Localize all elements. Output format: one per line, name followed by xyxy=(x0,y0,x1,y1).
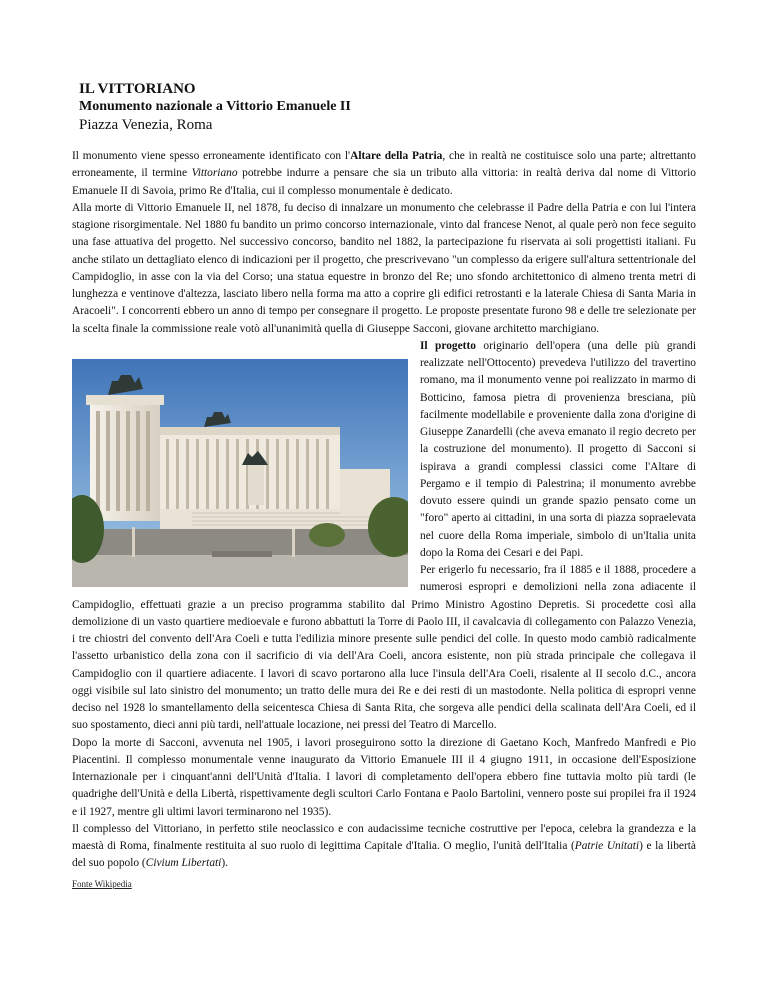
document-location: Piazza Venezia, Roma xyxy=(79,117,213,133)
document-header xyxy=(79,80,689,134)
document-body xyxy=(72,148,696,893)
vittoriano-photo xyxy=(72,359,408,587)
paragraph-expropriations: Per erigerlo fu necessario, fra il 1885 e il 1888, procedere a numerosi espropri e demolizioni nella zona adiacente il Campidoglio, effettuati grazie a un preciso programma stabilito dal Primo Ministro Agostino Depretis. Si procedette così alla demolizione di un vasto quartiere medioevale e furono abbattuti la Torre di Paolo III, il cavalcavia di collegamento con Palazzo Venezia, i tre chiostri del convento dell'Ara Coeli e tutta l'edilizia minore presente sulle pendici del colle. In questo modo cambiò radicalmente l'assetto urbanistico della zona con il sacrificio di via dell'Ara Coeli, ancora esistente, non più strada principale che collegava il Campidoglio con il quartiere adiacente. I lavori di scavo portarono alla luce l'insula dell'Ara Coeli, risalente al II secolo d.C., ancora oggi visibile sul lato sinistro del monumento; un tratto delle mura dei Re e dei resti di un mastodonte. Nella politica di espropri venne deciso nel 1928 lo smantellamento della seicentesca Chiesa di Santa Rita, che sorgeva alle pendici della scalinata dell'Ara Coeli, ed il suo spostamento, dieci anni più tardi, nell'attuale locazione, nei pressi del Teatro di Marcello. xyxy=(72,564,696,732)
paragraph-style: Il complesso del Vittoriano, in perfetto stile neoclassico e con audacissime tecniche costruttive per l'epoca, celebra la grandezza e la maestà di Roma, finalmente restituita al suo ruolo di legittima Capitale d'Italia. O meglio, l'unità dell'Italia (Patrie Unitati) e la libertà del suo popolo (Civium Libertati). xyxy=(72,822,696,870)
document-subtitle: Monumento nazionale a Vittorio Emanuele II xyxy=(79,99,351,114)
patrie-unitati-term: Patrie Unitati xyxy=(574,840,640,852)
paragraph-intro: Il monumento viene spesso erroneamente identificato con l'Altare della Patria, che in realtà ne costituisce solo una parte; altrettanto erroneamente, il termine Vittoriano potrebbe indurre a pensare che sia un tributo alla vittoria: in realtà deriva dal nome di Vittorio Emanuele II di Savoia, primo Re d'Italia, cui il complesso monumentale è dedicato. xyxy=(72,150,696,197)
civium-libertati-term: Civium Libertati xyxy=(145,857,222,870)
paragraph-completion: Dopo la morte di Sacconi, avvenuta nel 1905, i lavori proseguirono sotto la direzione di Gaetano Koch, Manfredo Manfredi e Pio Piacentini. Il complesso monumentale venne inaugurato da Vittorio Emanuele III il 4 giugno 1911, in occasione dell'Esposizione Internazionale per i cinquant'anni dell'Unità d'Italia. I lavori di completamento dell'opera ebbero fine tuttavia molto più tardi (le quadrighe dell'Unità e della Libertà, rispettivamente degli scultori Carlo Fontana e Paolo Bartolini, vennero poste sui propilei fra il 1924 e il 1927, mentre gli ultimi lavori terminarono nel 1935). xyxy=(72,736,696,818)
il-progetto-term: Il progetto xyxy=(420,339,476,352)
paragraph-competition: Alla morte di Vittorio Emanuele II, nel 1878, fu deciso di innalzare un monumento che celebrasse il Padre della Patria e con lui l'intera stagione risorgimentale. Nel 1880 fu bandito un primo concorso internazionale, vinto dal francese Nenot, al quale però non fece seguito una fase attuativa del progetto. Nel successivo concorso, bandito nel 1882, la partecipazione fu riservata ai soli progettisti italiani. Fu anche stilato un dettagliato elenco di indicazioni per il progetto, che prescrivevano "un complesso da erigere sull'altura settentrionale del Campidoglio, in asse con la via del Corso; una statua equestre in bronzo del Re; uno sfondo architettonico di almeno trenta metri di lunghezza e ventinove d'altezza, lasciato libero nella forma ma atto a coprire gli edifici retrostanti e la laterale Chiesa di Santa Maria in Aracoeli". I concorrenti ebbero un anno di tempo per consegnare il progetto. Le proposte presentate furono 98 e delle tre selezionate per la scelta finale la commissione reale votò all'unanimità quella di Giuseppe Sacconi, giovane architetto marchigiano. xyxy=(72,201,696,335)
paragraph-project: Il progetto originario dell'opera (una delle più grandi realizzate nell'Ottocento) prevedeva l'utilizzo del travertino romano, ma il monumento venne poi realizzato in marmo di Botticino, famosa pietra di provenienza bresciana, più facilmente modellabile e proveniente dalla zona d'origine di Giuseppe Zanardelli (che aveva emanato il regio decreto per la costruzione del monumento). Il progetto di Sacconi si ispirava a grandi complessi classici come l'Altare di Pergamo e il tempio di Palestrina; il monumento avrebbe dovuto essere quindi un grande spazio pensato come un "foro" aperto ai cittadini, in una sorta di piazza sopraelevata nel cuore della Roma imperiale, simbolo di un'Italia unita dopo la Roma dei Cesari e dei Papi. xyxy=(420,339,697,559)
document-title: IL VITTORIANO xyxy=(79,81,196,97)
vittoriano-term: Vittoriano xyxy=(191,167,238,180)
source-link[interactable]: Fonte Wikipedia xyxy=(72,878,132,889)
altare-della-patria-term: Altare della Patria xyxy=(350,150,443,162)
